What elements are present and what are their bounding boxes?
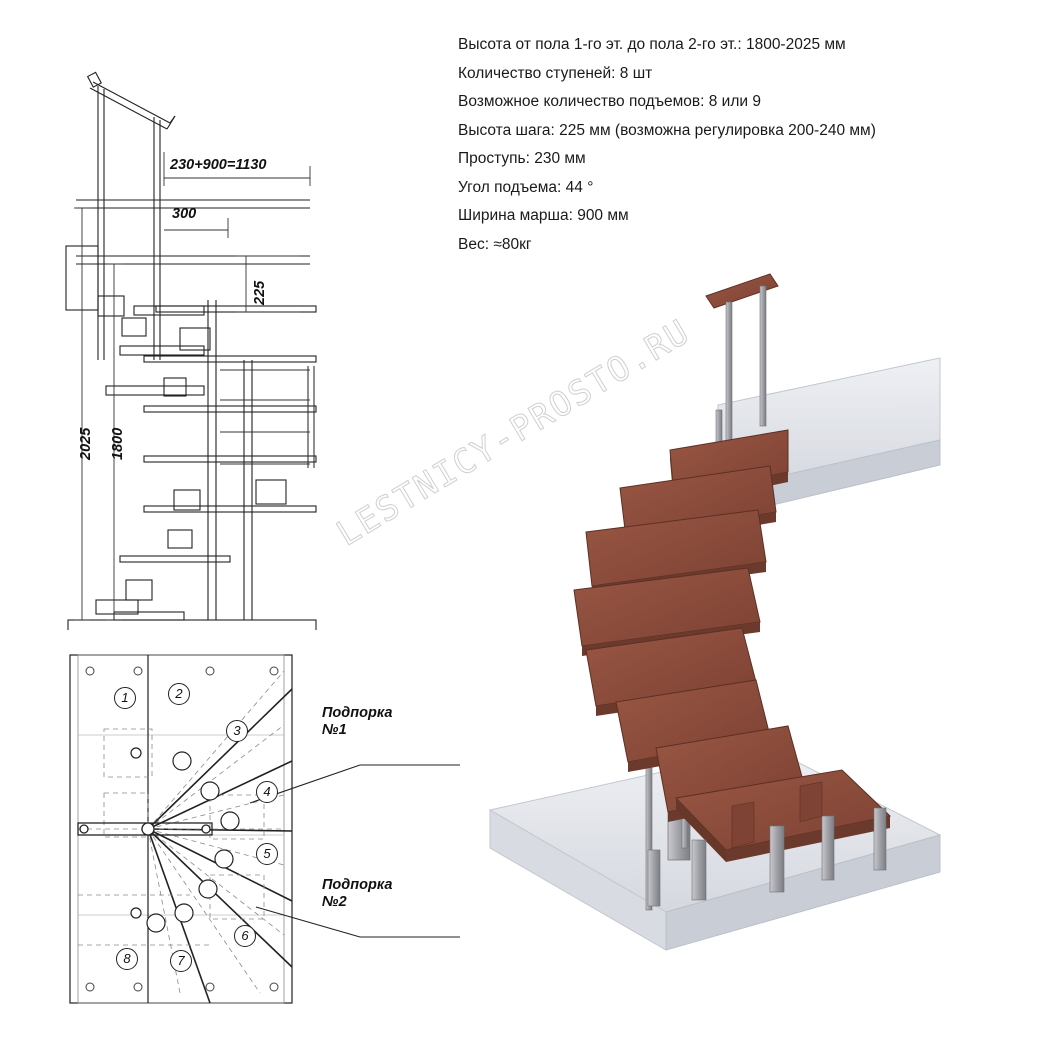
dim-label-1800: 1800 (110, 427, 126, 460)
support-2-callout (322, 877, 392, 911)
support-1-callout (322, 705, 392, 739)
spec-line-weight: Вес: ≈80кг (458, 235, 532, 253)
plan-step-number-7: 7 (170, 950, 192, 972)
side-rail-panels (220, 366, 314, 468)
plan-step-number-3: 3 (226, 720, 248, 742)
spec-line-width: Ширина марша: 900 мм (458, 207, 629, 224)
plan-step-number-6: 6 (234, 925, 256, 947)
dim-label-2025: 2025 (78, 427, 94, 460)
stair-3d-svg (470, 250, 1045, 1039)
plan-view-drawing (60, 645, 480, 1015)
tread-profile-stack (96, 306, 316, 620)
watermark-text: LESTNICY-PROSTO.RU (330, 311, 698, 555)
stair-3d-render (470, 250, 1045, 1039)
spec-line-step-height: Высота шага: 225 мм (возможна регулировка 200-240 мм) (458, 121, 876, 139)
side-elevation-drawing (60, 60, 390, 630)
handrail-profile (88, 72, 175, 129)
spec-line-tread: Проступь: 230 мм (458, 150, 586, 167)
plan-step-number-2: 2 (168, 683, 190, 705)
dim-label-300: 300 (172, 206, 197, 222)
plan-step-number-8: 8 (116, 948, 138, 970)
plan-step-number-4: 4 (256, 781, 278, 803)
baluster-posts (98, 86, 160, 360)
support-1-line2: №1 (322, 722, 347, 738)
dim-label-1130: 230+900=1130 (170, 157, 267, 173)
floor-slab (68, 620, 316, 630)
plan-step-number-1: 1 (114, 687, 136, 709)
support-1-line1: Подпорка (322, 705, 393, 721)
side-elevation-svg (60, 60, 390, 630)
central-column (208, 300, 252, 620)
plan-step-number-5: 5 (256, 843, 278, 865)
support-2-line2: №2 (322, 894, 347, 910)
specification-list (458, 31, 1033, 259)
dim-label-225: 225 (252, 280, 268, 305)
spec-line-rise-count: Возможное количество подъемов: 8 или 9 (458, 93, 761, 110)
spec-line-floor-height: Высота от пола 1-го эт. до пола 2-го эт.: 1800-2025 мм (458, 36, 846, 53)
spec-line-angle: Угол подъема: 44 ° (458, 178, 594, 196)
support-2-line1: Подпорка (322, 877, 393, 893)
spec-line-step-count: Количество ступеней: 8 шт (458, 64, 653, 82)
